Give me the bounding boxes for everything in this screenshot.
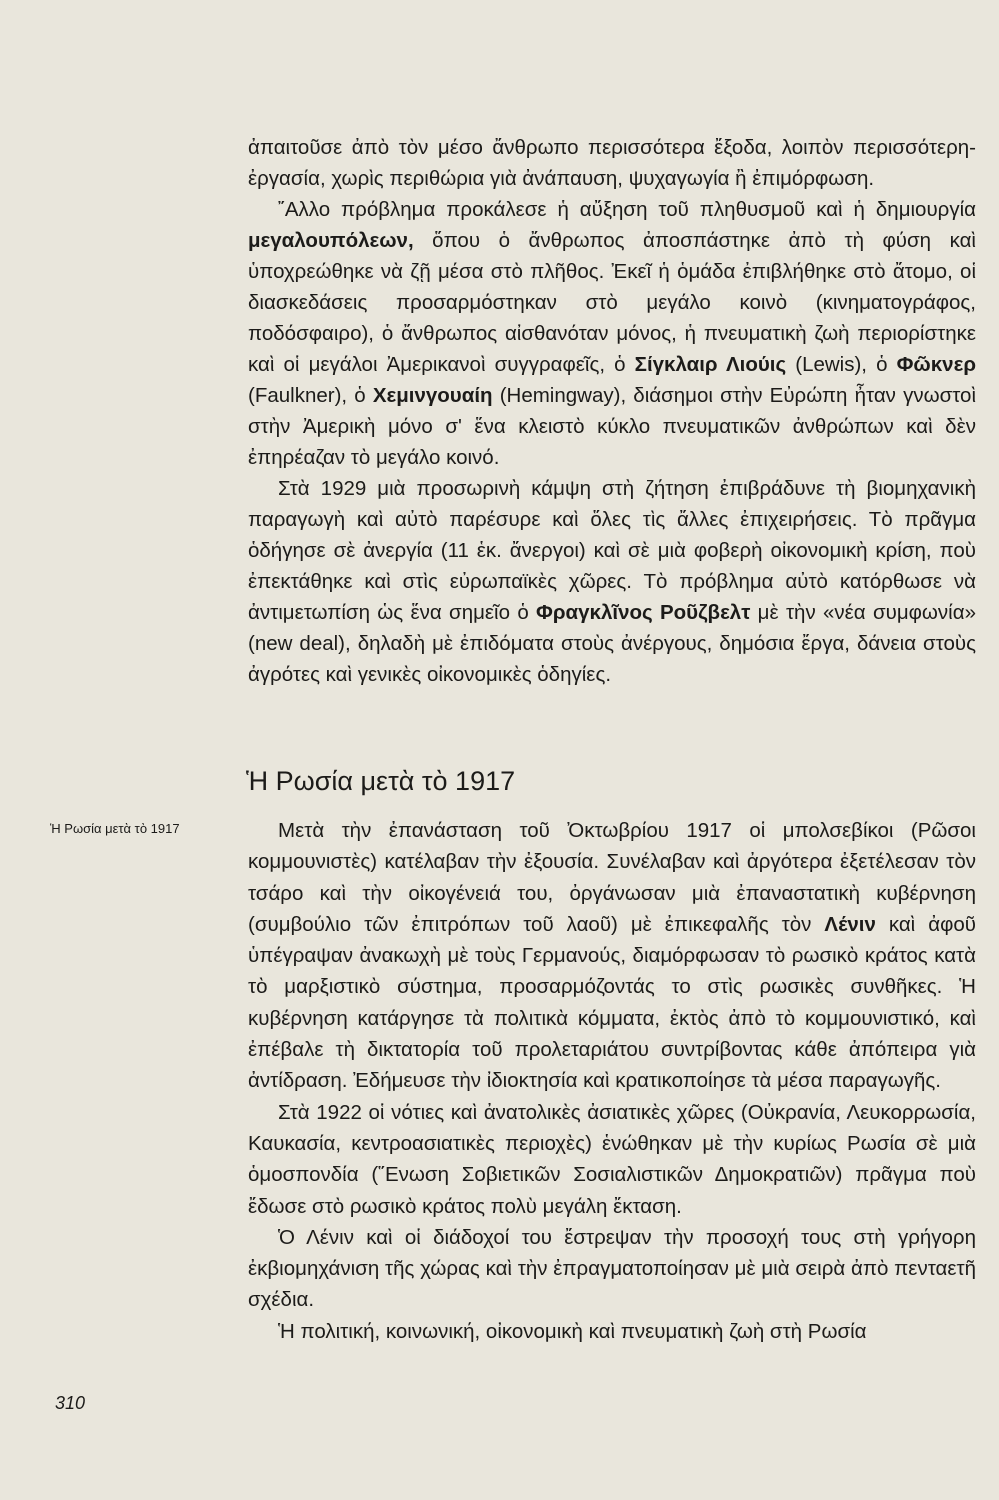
paragraph: Ἡ πολιτική, κοινωνική, οἰκονομικὴ καὶ πνευματικὴ ζωὴ στὴ Ρωσία bbox=[278, 1319, 867, 1343]
text-run: (Lewis), ὁ bbox=[786, 353, 897, 376]
section-russia-text bbox=[248, 815, 976, 1347]
bold-term: Λένιν bbox=[824, 912, 876, 936]
bold-term: Χεμινγουαίη bbox=[372, 384, 493, 407]
page-number: 310 bbox=[55, 1393, 86, 1413]
section-usa-text bbox=[248, 132, 976, 690]
text-run: μὲ τὴν «νέα συμφωνία» (new deal), δηλαδὴ μὲ ἐπιδόματα στοὺς ἀνέργους, δημόσια ἔργα, δάνεια στοὺς ἀγρότες καὶ γενικὲς οἰκονομικὲς ὁδηγίες. bbox=[248, 601, 976, 686]
paragraph: ἀπαιτοῦσε ἀπὸ τὸν μέσο ἄνθρωπο περισσότερα ἔξοδα, λοιπὸν περισσότερη-ἐργασία, χωρὶς περιθώρια γιὰ ἀνάπαυση, ψυχαγωγία ἢ ἐπιμόρφωση. bbox=[248, 136, 976, 190]
paragraph: Στὰ 1922 οἱ νότιες καὶ ἀνατολικὲς ἀσιατικὲς χῶρες (Οὐκρανία, Λευκορρωσία, Καυκασία, κεντροασιατικὲς περιοχὲς) ἑνώθηκαν μὲ τὴν κυρίως Ρωσία σὲ μιὰ ὁμοσπονδία (῞Ενωση Σοβιετικῶν Σοσιαλιστικῶν Δημοκρατιῶν) πρᾶγμα ποὺ ἔδωσε στὸ ρωσικὸ κράτος πολὺ μεγάλη ἔκταση. bbox=[248, 1100, 976, 1218]
text-run: Στὰ 1929 μιὰ προσωρινὴ κάμψη στὴ ζήτηση ἐπιβράδυνε τὴ βιομηχανικὴ παραγωγὴ καὶ αὐτὸ παρέσυρε καὶ ὅλες τὶς ἄλλες ἐπιχειρήσεις. Τὸ πρᾶγμα ὁδήγησε σὲ ἀνεργία (11 ἑκ. ἄνεργοι) καὶ σὲ μιὰ φοβερὴ οἰκονομικὴ κρίση, ποὺ ἐπεκτάθηκε καὶ στὶς εὐρωπαϊκὲς χῶρες. Τὸ πρόβλημα αὐτὸ κατόρθωσε νὰ ἀντιμετωπίση ὡς ἕνα σημεῖο ὁ bbox=[248, 477, 976, 624]
margin-note: Ἡ Ρωσία μετὰ τὸ 1917 bbox=[50, 821, 180, 836]
paragraph: Ὁ Λένιν καὶ οἱ διάδοχοί του ἔστρεψαν τὴν προσοχή τους στὴ γρήγορη ἐκβιομηχάνιση τῆς χώρας καὶ τὴν ἐπραγματοποίησαν μὲ μιὰ σειρὰ ἀπὸ πενταετῆ σχέδια. bbox=[248, 1225, 976, 1312]
text-run: καὶ ἀφοῦ ὑπέγραψαν ἀνακωχὴ μὲ τοὺς Γερμανούς, διαμόρφωσαν τὸ ρωσικὸ κράτος κατὰ τὸ μαρξιστικὸ σύστημα, προσαρμόζοντάς το στὶς ρωσικὲς συνθῆκες. Ἡ κυβέρνηση κατάργησε τὰ πολιτικὰ κόμματα, ἐκτὸς ἀπὸ τὸ κομμουνιστικό, καὶ ἐπέβαλε τὴ δικτατορία τοῦ προλεταριάτου συντρίβοντας κάθε ἀπόπειρα γιὰ ἀντίδραση. Ἐδήμευσε τὴν ἰδιοκτησία καὶ κρατικοποίησε τὰ μέσα παραγωγῆς. bbox=[248, 912, 976, 1093]
bold-term: μεγαλουπόλεων, bbox=[248, 229, 414, 252]
paragraph bbox=[248, 473, 976, 690]
text-run: ὅπου ὁ ἄνθρωπος ἀποσπάστηκε ἀπὸ τὴ φύση καὶ ὑποχρεώθηκε νὰ ζῇ μέσα στὸ πλῆθος. Ἐκεῖ ἡ ὁμάδα ἐπιβλήθηκε στὸ ἄτομο, οἱ διασκεδάσεις προσαρμόστηκαν στὸ μεγάλο κοινὸ (κινηματογράφος, ποδόσφαιρο), ὁ ἄνθρωπος αἰσθανόταν μόνος, ἡ πνευματικὴ ζωὴ περιορίστηκε καὶ οἱ μεγάλοι Ἀμερικανοὶ συγγραφεῖς, ὁ bbox=[248, 229, 976, 376]
text-run: (Hemingway), διάσημοι στὴν Εὐρώπη ἦταν γνωστοὶ στὴν Ἀμερικὴ μόνο σ' ἕνα κλειστὸ κύκλο πνευματικῶν ἀνθρώπων καὶ δὲν ἐπηρέαζαν τὸ μεγάλο κοινό. bbox=[248, 384, 976, 469]
text-run: (Faulkner), ὁ bbox=[248, 384, 373, 407]
bold-term: Σίγκλαιρ Λιούις bbox=[634, 353, 787, 376]
text-run: ῎Αλλο πρόβλημα προκάλεσε ἡ αὔξηση τοῦ πληθυσμοῦ καὶ ἡ δημιουργία bbox=[278, 198, 976, 221]
section-heading: Ἡ Ρωσία μετὰ τὸ 1917 bbox=[246, 766, 516, 796]
bold-term: Φραγκλῖνος Ροῦζβελτ bbox=[536, 601, 751, 624]
text-run: Μετὰ τὴν ἐπανάσταση τοῦ Ὀκτωβρίου 1917 οἱ μπολσεβίκοι (Ρῶσοι κομμουνιστὲς) κατέλαβαν τὴν ἐξουσία. Συνέλαβαν καὶ ἀργότερα ἐξετέλεσαν τὸν τσάρο καὶ τὴν οἰκογένειά του, ὀργάνωσαν μιὰ ἐπαναστατικὴ κυβέρνηση (συμβούλιο τῶν ἐπιτρόπων τοῦ λαοῦ) μὲ ἐπικεφαλῆς τὸν bbox=[248, 819, 976, 936]
paragraph bbox=[248, 815, 976, 1097]
bold-term: Φῶκνερ bbox=[896, 353, 976, 376]
paragraph bbox=[248, 194, 976, 473]
